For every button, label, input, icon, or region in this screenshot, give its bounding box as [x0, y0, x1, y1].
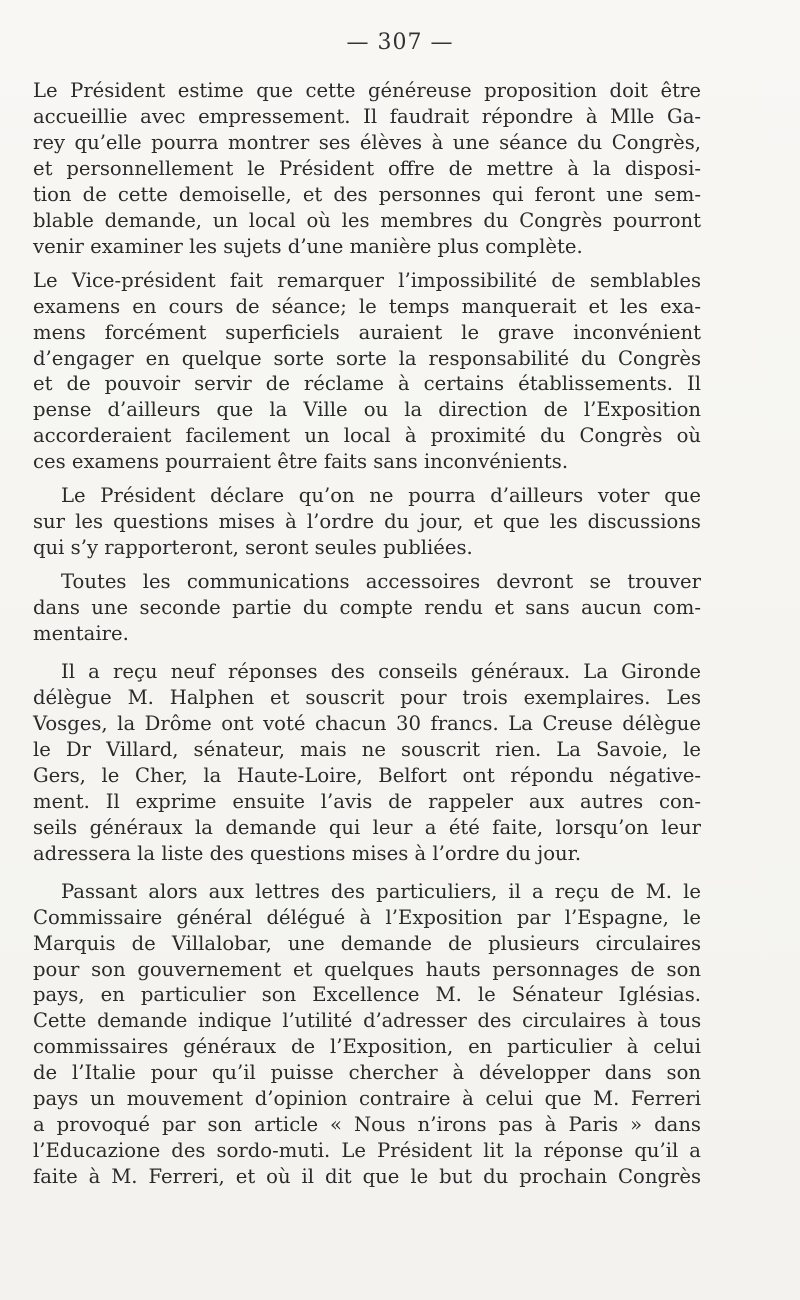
text-line: l’Educazione des sordo-muti. Le Président lit la réponse qu’il a: [33, 1139, 701, 1163]
text-line: Le Vice-président fait remarquer l’impossibilité de semblables: [33, 268, 701, 292]
text-line: pays, en particulier son Excellence M. le Sénateur Iglésias.: [33, 983, 701, 1007]
text-line: d’engager en quelque sorte sorte la responsabilité du Congrès: [33, 346, 701, 370]
paragraph-2: [33, 268, 701, 476]
paragraph-5: [33, 659, 701, 867]
text-line: dans une seconde partie du compte rendu et sans aucun com-: [33, 596, 701, 620]
text-line: qui s’y rapporteront, seront seules publiées.: [33, 536, 473, 560]
text-line: Toutes les communications accessoires devront se trouver: [61, 570, 701, 594]
body-text: [33, 78, 701, 1198]
text-line: a provoqué par son article « Nous n’irons pas à Paris » dans: [33, 1113, 701, 1137]
text-line: pays un mouvement d’opinion contraire à celui que M. Ferreri: [33, 1087, 701, 1111]
text-line: adressera la liste des questions mises à l’ordre du jour.: [33, 841, 582, 865]
text-line: Gers, le Cher, la Haute-Loire, Belfort ont répondu négative-: [33, 763, 701, 787]
text-line: faite à M. Ferreri, et où il dit que le but du prochain Congrès: [33, 1165, 701, 1189]
text-line: pense d’ailleurs que la Ville ou la direction de l’Exposition: [33, 398, 701, 422]
text-line: ces examens pourraient être faits sans inconvénients.: [33, 450, 569, 474]
text-line: Marquis de Villalobar, une demande de plusieurs circulaires: [33, 931, 701, 955]
text-line: et personnellement le Président offre de mettre à la disposi-: [33, 156, 701, 180]
paragraph-4: [33, 569, 701, 647]
text-line: Cette demande indique l’utilité d’adresser des circulaires à tous: [33, 1009, 701, 1033]
text-line: Le Président déclare qu’on ne pourra d’ailleurs voter que: [61, 484, 701, 508]
text-line: Le Président estime que cette généreuse proposition doit être: [33, 79, 701, 102]
page-number: — 307 —: [346, 30, 454, 55]
paragraph-3: [33, 483, 701, 561]
text-line: mentaire.: [33, 622, 129, 646]
text-line: seils généraux la demande qui leur a été faite, lorsqu’on leur: [33, 815, 701, 839]
text-line: et de pouvoir servir de réclame à certains établissements. Il: [33, 372, 701, 396]
text-line: examens en cours de séance; le temps manquerait et les exa-: [33, 294, 701, 318]
text-line: pour son gouvernement et quelques hauts personnages de son: [33, 957, 701, 981]
text-line: le Dr Villard, sénateur, mais ne souscrit rien. La Savoie, le: [33, 737, 701, 761]
paragraph-6: [33, 879, 701, 1190]
text-line: Commissaire général délégué à l’Exposition par l’Espagne, le: [33, 905, 701, 929]
text-line: Vosges, la Drôme ont voté chacun 30 francs. La Creuse délègue: [33, 711, 701, 735]
text-line: sur les questions mises à l’ordre du jour, et que les discussions: [33, 510, 701, 534]
text-line: de l’Italie pour qu’il puisse chercher à développer dans son: [33, 1061, 701, 1085]
text-line: commissaires généraux de l’Exposition, en particulier à celui: [33, 1035, 701, 1059]
text-line: accueillie avec empressement. Il faudrait répondre à Mlle Ga-: [33, 104, 701, 128]
text-line: ment. Il exprime ensuite l’avis de rappeler aux autres con-: [33, 789, 701, 813]
text-line: venir examiner les sujets d’une manière plus complète.: [33, 234, 583, 258]
paragraph-1: [33, 78, 701, 260]
text-line: Il a reçu neuf réponses des conseils généraux. La Gironde: [61, 660, 701, 684]
text-line: accorderaient facilement un local à proximité du Congrès où: [33, 424, 701, 448]
text-line: tion de cette demoiselle, et des personnes qui feront une sem-: [33, 182, 701, 206]
text-line: délègue M. Halphen et souscrit pour trois exemplaires. Les: [33, 685, 701, 709]
text-line: Passant alors aux lettres des particuliers, il a reçu de M. le: [61, 879, 701, 903]
text-line: blable demande, un local où les membres du Congrès pourront: [33, 208, 701, 232]
text-line: rey qu’elle pourra montrer ses élèves à une séance du Congrès,: [33, 130, 701, 154]
text-line: mens forcément superficiels auraient le grave inconvénient: [33, 320, 701, 344]
